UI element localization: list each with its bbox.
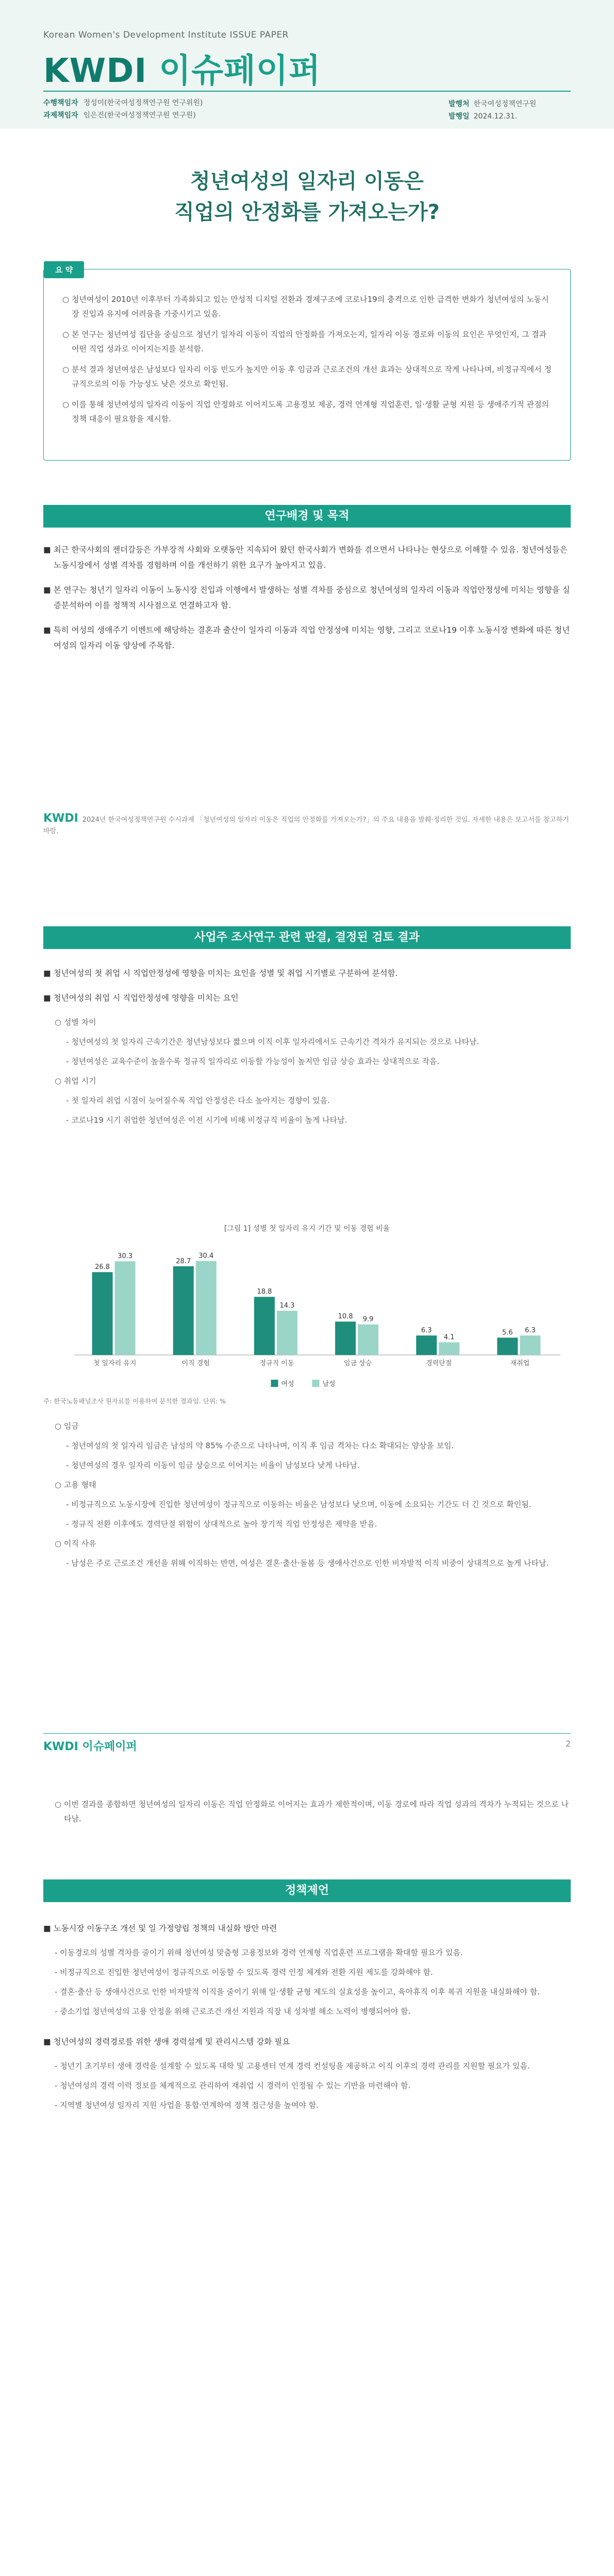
summary-item: ○ 청년여성이 2010년 이후부터 가족화되고 있는 만성적 디지털 전환과 경제구조에 코로나19의 충격으로 인한 급격한 변화가 청년여성의 노동시장 진입과 유지에 어려움을 가중시키고 있음. xyxy=(62,295,549,318)
page-number: 2 xyxy=(565,1739,571,1749)
data-label: 6.3 xyxy=(525,1327,536,1335)
data-label: 4.1 xyxy=(443,1333,455,1342)
bar-chart xyxy=(43,1236,571,1391)
bullet-item: ■ 청년여성의 취업 시 직업안정성에 영향을 미치는 요인 xyxy=(43,993,239,1003)
chart-title: [그림 1] 성별 첫 일자리 유지 기간 및 이동 경험 비율 xyxy=(224,1225,390,1233)
title-line-1: 청년여성의 일자리 이동은 xyxy=(190,170,424,193)
data-label: 30.3 xyxy=(118,1252,133,1261)
page-title xyxy=(0,166,614,228)
bullet-item: ■ 특히 여성의 생애주기 이벤트에 해당하는 결혼과 출산이 일자리 이동과 직업 안정성에 미치는 영향, 그리고 코로나19 이후 노동시장 변화에 따른 청년여성의 일자리 이동 양상에 주목함. xyxy=(43,625,570,650)
data-label: 28.7 xyxy=(176,1257,191,1265)
bullet-item: ■ 청년여성의 경력경로를 위한 생애 경력설계 및 관리시스템 강화 필요 xyxy=(43,2037,290,2046)
data-label: 9.9 xyxy=(362,1315,374,1324)
legend-label: 남성 xyxy=(322,1380,336,1388)
title-line-2: 직업의 안정화를 가져오는가? xyxy=(174,200,440,224)
bullet-item: ■ 본 연구는 청년기 일자리 이동이 노동시장 진입과 이행에서 발생하는 성별 격차를 중심으로 청년여성의 일자리 이동과 직업안정성에 미치는 영향을 실증분석하여 이를 정책적 시사점으로 연결하고자 함. xyxy=(43,585,570,610)
sub-item: - 청년기 초기부터 생애 경력을 설계할 수 있도록 대학 및 고용센터 연계 경력 컨설팅을 제공하고 이직 이후의 경력 관리를 지원할 필요가 있음. xyxy=(55,2061,530,2071)
footnote-text: 2024년 한국여성정책연구원 수시과제 「청년여성의 일자리 이동은 직업의 안정화를 가져오는가?」의 주요 내용을 발췌·정리한 것임. 자세한 내용은 보고서를 참고하기 바람. xyxy=(43,816,569,835)
section-heading: 연구배경 및 목적 xyxy=(43,505,571,528)
page-3 xyxy=(0,1766,614,2576)
sub-item: - 청년여성의 경력 이력 정보를 체계적으로 관리하여 재취업 시 경력이 인정될 수 있는 기반을 마련해야 함. xyxy=(55,2081,411,2090)
x-tick-label: 임금 상승 xyxy=(343,1360,372,1367)
bar xyxy=(173,1266,194,1355)
sub-item: - 청년여성의 경우 일자리 이동이 임금 상승으로 이어지는 비율이 남성보다 낮게 나타남. xyxy=(66,1461,360,1470)
bar xyxy=(92,1272,113,1355)
x-tick-label: 첫 일자리 유지 xyxy=(93,1360,137,1367)
masthead xyxy=(0,0,614,129)
bar xyxy=(335,1321,356,1355)
bullet-item: ■ 청년여성의 첫 취업 시 직업안정성에 영향을 미치는 요인을 성별 및 취업 시기별로 구분하여 분석함. xyxy=(43,969,398,978)
org-line: Korean Women's Development Institute ISSUE PAPER xyxy=(43,30,289,40)
sub-item: - 남성은 주로 근로조건 개선을 위해 이직하는 반면, 여성은 결혼·출산·돌봄 등 생애사건으로 인한 비자발적 이직 비중이 상대적으로 높게 나타남. xyxy=(66,1558,549,1568)
sub-item: - 비정규직으로 진입한 청년여성이 정규직으로 이동할 수 있도록 경력 인정 체계와 전환 지원 제도를 강화해야 함. xyxy=(55,1968,433,1977)
issue-label: 발행처 xyxy=(449,100,470,108)
footer-logo xyxy=(43,1738,137,1754)
bullet-item: ■ 노동시장 이동구조 개선 및 일 가정양립 정책의 내실화 방안 마련 xyxy=(43,1924,277,1933)
logo-en: KWDI xyxy=(43,52,147,90)
author-value: 정성미(한국여성정책연구원 연구위원) xyxy=(83,99,203,107)
x-tick-label: 재취업 xyxy=(510,1360,530,1367)
page-1 xyxy=(0,0,614,883)
summary-item: ○ 분석 결과 청년여성은 남성보다 일자리 이동 빈도가 높지만 이동 후 임금과 근로조건의 개선 효과는 상대적으로 작게 나타나며, 비정규직에서 정규직으로의 이동 가능성도 낮은 것으로 확인됨. xyxy=(62,365,552,388)
chart-figure xyxy=(43,1223,571,1406)
bar xyxy=(439,1342,459,1355)
bar xyxy=(416,1335,437,1355)
footer-logo-en: KWDI xyxy=(43,1740,78,1753)
sub-item: - 지역별 청년여성 일자리 지원 사업을 통합·연계하여 정책 접근성을 높여야 함. xyxy=(55,2100,319,2110)
bullet-item: ■ 최근 한국사회의 젠더갈등은 가부장적 사회와 오랫동안 지속되어 왔던 한국사회가 변화를 겪으면서 나타나는 현상으로 이해할 수 있음. 청년여성들은 노동시장에서 성별 격차를 경험하며 이를 개선하기 위한 요구가 높아지고 있음. xyxy=(43,545,568,570)
x-tick-label: 경력단절 xyxy=(426,1360,452,1367)
sub-item: - 비정규직으로 노동시장에 진입한 청년여성이 정규직으로 이동하는 비율은 남성보다 낮으며, 이동에 소요되는 기간도 더 긴 것으로 확인됨. xyxy=(66,1500,532,1509)
summary-tag: 요 약 xyxy=(44,261,84,278)
data-label: 6.3 xyxy=(421,1327,432,1335)
sub-item: - 청년여성의 첫 일자리 임금은 남성의 약 85% 수준으로 나타나며, 이직 후 임금 격차는 다소 확대되는 양상을 보임. xyxy=(66,1441,454,1450)
footer-logo-ko: 이슈페이퍼 xyxy=(82,1740,137,1753)
issue-value: 한국여성정책연구원 xyxy=(473,100,537,108)
divider xyxy=(43,91,571,92)
sub-item: - 코로나19 시기 취업한 청년여성은 이전 시기에 비해 비정규직 비율이 높게 나타남. xyxy=(66,1115,347,1125)
sub-item: - 청년여성의 첫 일자리 근속기간은 청년남성보다 짧으며 이직 이후 일자리에서도 근속기간 격차가 유지되는 것으로 나타남. xyxy=(66,1037,479,1046)
data-label: 10.8 xyxy=(338,1313,353,1321)
sub-item: - 이동경로의 성별 격차를 줄이기 위해 청년여성 맞춤형 고용정보와 경력 연계형 직업훈련 프로그램을 확대할 필요가 있음. xyxy=(55,1948,463,1957)
date-value: 2024.12.31. xyxy=(473,112,518,121)
sub-item: ○ 고용 형태 xyxy=(55,1480,96,1489)
sub-item: - 첫 일자리 취업 시점이 늦어질수록 직업 안정성은 다소 높아지는 경향이 있음. xyxy=(66,1096,330,1105)
section-heading: 사업주 조사연구 관련 판결, 결정된 검토 결과 xyxy=(43,926,571,949)
sub-item: ○ 이직 사유 xyxy=(55,1539,96,1548)
data-label: 30.4 xyxy=(198,1252,214,1260)
sub-item: ○ 임금 xyxy=(55,1421,79,1431)
legend-swatch xyxy=(271,1380,278,1387)
summary-item: ○ 이를 통해 청년여성의 일자리 이동이 직업 안정화로 이어지도록 고용정보 제공, 경력 연계형 직업훈련, 일·생활 균형 지원 등 생애주기적 관점의 정책 대응이 필요함을 제시함. xyxy=(62,400,549,423)
footnote-logo: KWDI xyxy=(43,812,78,825)
sub-item: ○ 이번 결과를 종합하면 청년여성의 일자리 이동은 직업 안정화로 이어지는 효과가 제한적이며, 이동 경로에 따라 직업 성과의 격차가 누적되는 것으로 나타남. xyxy=(55,1800,569,1823)
section-body xyxy=(43,1797,571,1831)
bar xyxy=(277,1311,297,1355)
bar xyxy=(254,1297,275,1355)
section-body xyxy=(43,542,571,663)
bar xyxy=(115,1261,136,1355)
chart-note: 주: 한국노동패널조사 원자료를 이용하여 분석한 결과임. 단위: % xyxy=(43,1397,226,1405)
logo-ko: 이슈페이퍼 xyxy=(159,52,321,90)
data-label: 26.8 xyxy=(95,1263,110,1272)
summary-item: ○ 본 연구는 청년여성 집단을 중심으로 청년기 일자리 이동이 직업의 안정화를 가져오는지, 일자리 이동 경로와 이동의 요인은 무엇인지, 그 결과 어떤 직업 성과로 이어지는지를 분석함. xyxy=(62,330,547,353)
kwdi-logo xyxy=(43,44,321,92)
coauthor-value: 임은진(한국여성정책연구원 연구원) xyxy=(83,111,196,120)
sub-item: - 정규직 전환 이후에도 경력단절 위험이 상대적으로 높아 장기적 직업 안정성은 제약을 받음. xyxy=(66,1519,377,1529)
sub-item: - 결혼·출산 등 생애사건으로 인한 비자발적 이직을 줄이기 위해 일·생활 균형 제도의 실효성을 높이고, 육아휴직 이후 복귀 지원을 내실화해야 함. xyxy=(55,1987,540,1996)
page-2 xyxy=(0,883,614,1766)
sub-item: ○ 취업 시기 xyxy=(55,1076,96,1086)
summary-box xyxy=(43,265,571,461)
sub-item: ○ 성별 차이 xyxy=(55,1018,96,1027)
bar xyxy=(497,1337,518,1355)
sub-item: - 청년여성은 교육수준이 높을수록 정규직 일자리로 이동할 가능성이 높지만 임금 상승 효과는 상대적으로 작음. xyxy=(66,1057,440,1066)
bar xyxy=(358,1325,378,1355)
data-label: 5.6 xyxy=(502,1329,513,1337)
data-label: 18.8 xyxy=(257,1288,272,1296)
section-body xyxy=(43,965,571,1132)
author-block xyxy=(43,97,203,122)
section-heading: 정책제언 xyxy=(43,1879,571,1902)
section-body xyxy=(43,1921,571,2117)
legend-label: 여성 xyxy=(281,1380,294,1388)
x-tick-label: 이직 경험 xyxy=(181,1360,210,1367)
footnote xyxy=(43,813,571,837)
section-body xyxy=(43,1419,571,1575)
bar xyxy=(520,1335,540,1355)
data-label: 14.3 xyxy=(279,1302,295,1310)
sub-item: - 중소기업 청년여성의 고용 안정을 위해 근로조건 개선 지원과 직장 내 성차별 해소 노력이 병행되어야 함. xyxy=(55,2007,411,2016)
x-tick-label: 정규직 이동 xyxy=(259,1360,294,1367)
date-label: 발행일 xyxy=(449,112,470,121)
author-label: 수행책임자 xyxy=(43,99,78,107)
bar xyxy=(196,1261,217,1355)
coauthor-label: 과제책임자 xyxy=(43,111,78,120)
page-footer xyxy=(43,1733,571,1753)
issue-meta xyxy=(449,98,536,123)
legend-swatch xyxy=(312,1380,320,1387)
